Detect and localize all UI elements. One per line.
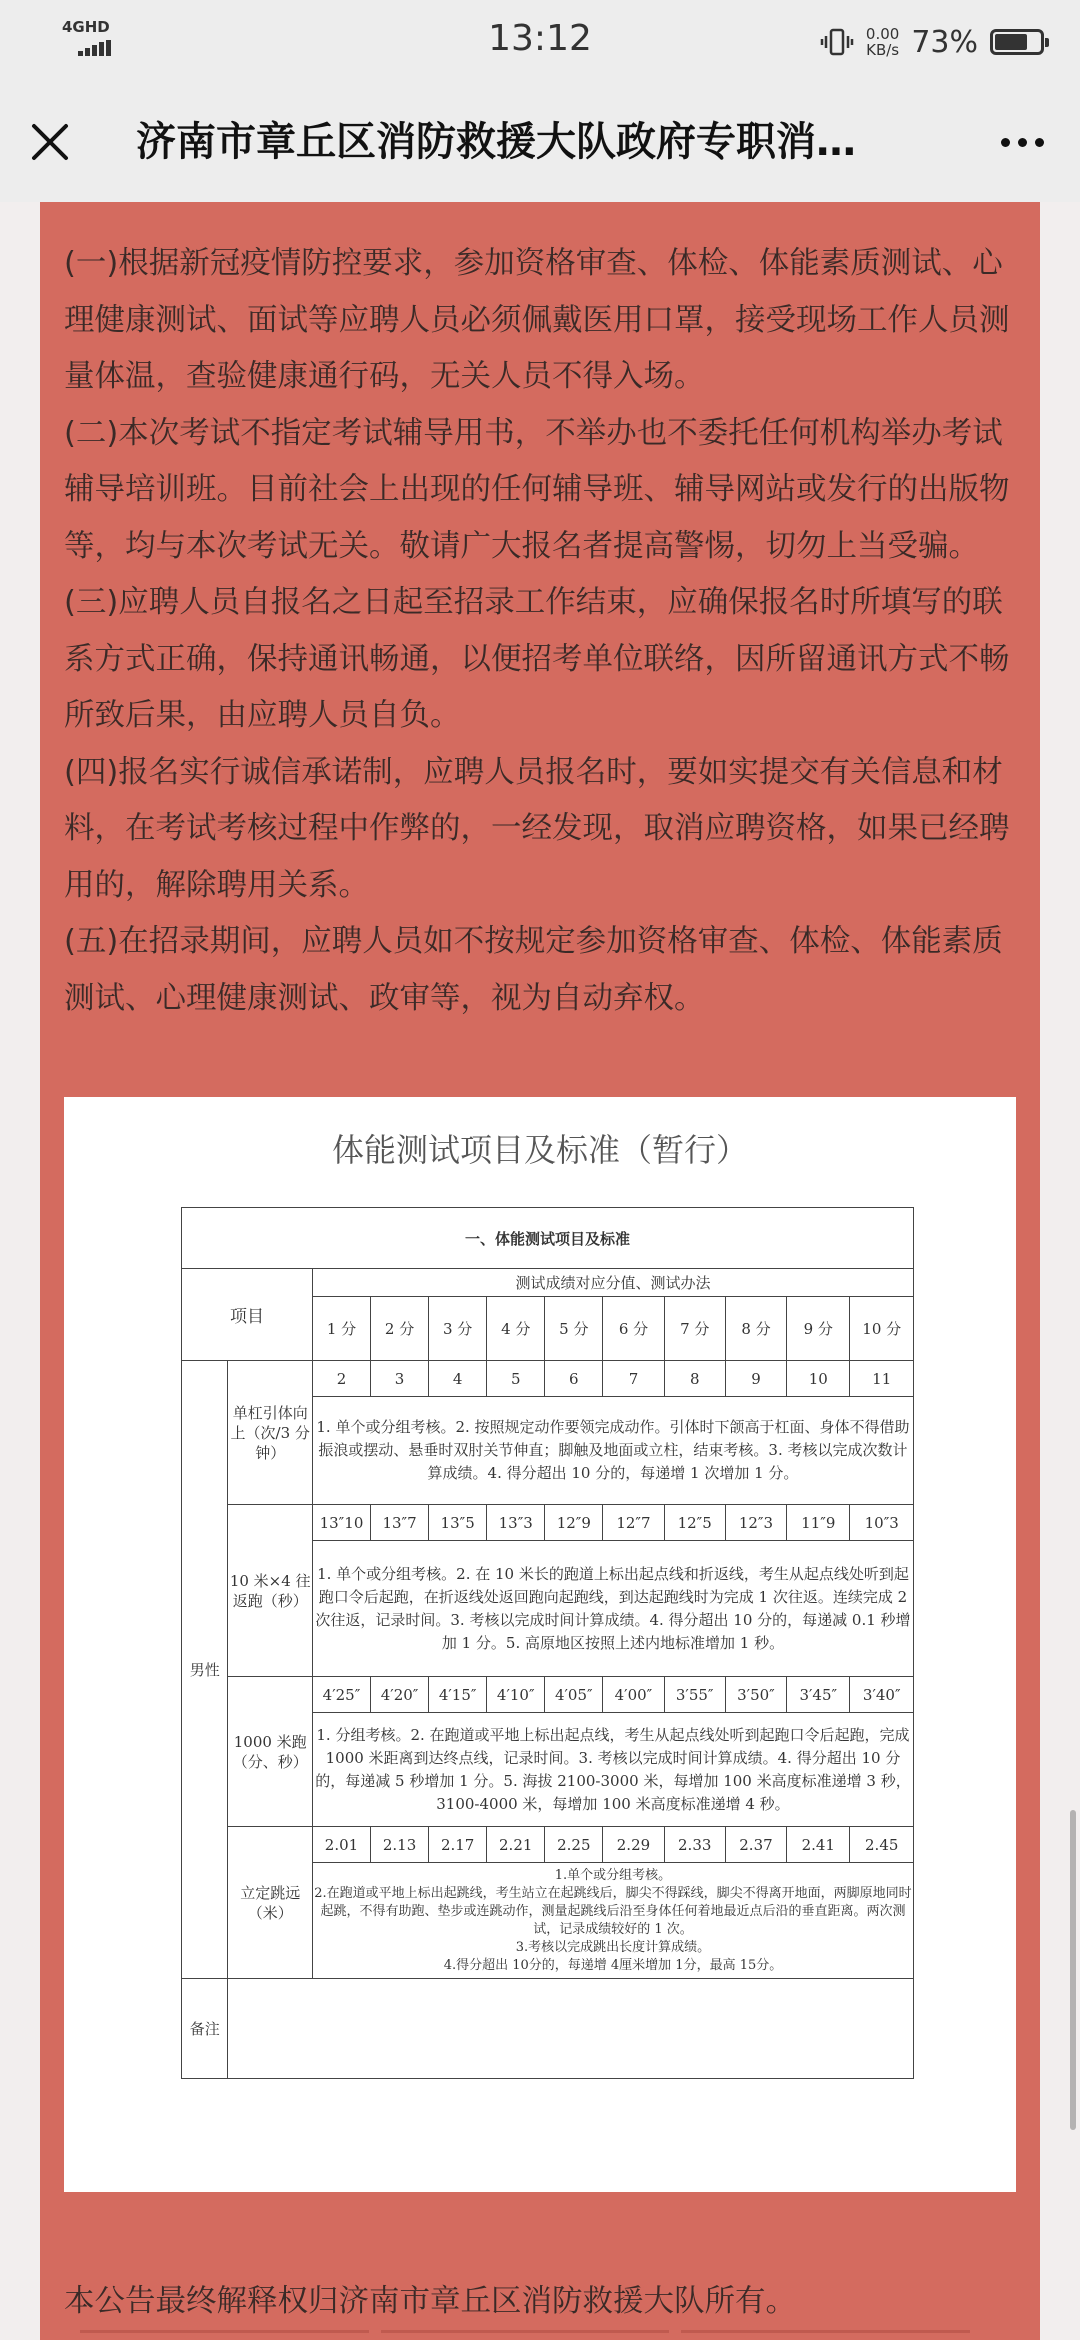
- item-value: 2.29: [603, 1827, 664, 1863]
- item-value: 3: [371, 1361, 429, 1397]
- article-body: [40, 202, 1040, 2340]
- battery-icon: [990, 29, 1044, 55]
- item-value: 11: [850, 1361, 914, 1397]
- item-value: 3′40″: [850, 1677, 914, 1713]
- item-value: 5: [487, 1361, 545, 1397]
- status-bar: [0, 0, 1080, 82]
- item-value: 4′10″: [487, 1677, 545, 1713]
- item-method: 1. 单个或分组考核。2. 按照规定动作要领完成动作。引体时下颌高于杠面、身体不得借助振浪或摆动、悬垂时双肘关节伸直；脚触及地面或立柱，结束考核。3. 考核以完成次数计算成绩。4. 得分超出 10 分的，每递增 1 次增加 1 分。: [312, 1397, 913, 1505]
- item-value: 2.21: [487, 1827, 545, 1863]
- paragraph-4: (四)报名实行诚信承诺制，应聘人员报名时，要如实提交有关信息和材料，在考试考核过程中作弊的，一经发现，取消应聘资格，如果已经聘用的，解除聘用关系。: [64, 754, 1010, 903]
- item-value: 2.37: [725, 1827, 786, 1863]
- item-value: 13″3: [487, 1505, 545, 1541]
- method-line: 1.单个或分组考核。: [554, 1867, 672, 1883]
- header-item: 项目: [182, 1269, 313, 1361]
- item-value: 13″10: [312, 1505, 370, 1541]
- item-name: 立定跳远（米）: [228, 1827, 312, 1979]
- item-value: 11″9: [787, 1505, 850, 1541]
- item-name: 10 米×4 往返跑（秒）: [228, 1505, 312, 1677]
- item-value: 2.33: [664, 1827, 725, 1863]
- score-label: 8 分: [725, 1297, 786, 1361]
- score-label: 5 分: [545, 1297, 603, 1361]
- item-value: 2.41: [787, 1827, 850, 1863]
- score-label: 10 分: [850, 1297, 914, 1361]
- close-icon[interactable]: [22, 114, 78, 170]
- remark-content: [228, 1979, 914, 2079]
- paragraph-1: (一)根据新冠疫情防控要求，参加资格审查、体检、体能素质测试、心理健康测试、面试等应聘人员必须佩戴医用口罩，接受现场工作人员测量体温，查验健康通行码，无关人员不得入场。: [64, 246, 1010, 394]
- paragraph-2: (二)本次考试不指定考试辅导用书，不举办也不委托任何机构举办考试辅导培训班。目前社会上出现的任何辅导班、辅导网站或发行的出版物等，均与本次考试无关。敬请广大报名者提高警惕，切勿上当受骗。: [64, 415, 1010, 564]
- item-value: 4′15″: [429, 1677, 487, 1713]
- item-value: 4′25″: [312, 1677, 370, 1713]
- table-caption: 一、体能测试项目及标准: [182, 1208, 914, 1269]
- item-value: 12″9: [545, 1505, 603, 1541]
- bottom-divider: [80, 2330, 970, 2333]
- more-icon[interactable]: [988, 114, 1056, 170]
- item-method: 1. 分组考核。2. 在跑道或平地上标出起点线，考生从起点线处听到起跑口令后起跑，完成 1000 米距离到达终点线，记录时间。3. 考核以完成时间计算成绩。4. 得分超出 10 分的，每递减 5 秒增加 1 分。5. 海拔 2100-3000 米，每增加 100 米高度标准递增 3 秒，3100-4000 米，每增加 100 米高度标准递增 4 秒。: [312, 1713, 913, 1827]
- figure-title: 体能测试项目及标准（暂行）: [331, 1131, 748, 1169]
- score-label: 2 分: [371, 1297, 429, 1361]
- fitness-standard-image[interactable]: [64, 1097, 1016, 2192]
- item-value: 8: [664, 1361, 725, 1397]
- notice-paragraphs: [64, 236, 1016, 1027]
- method-line: 2.在跑道或平地上标出起跳线，考生站立在起跳线后，脚尖不得踩线，脚尖不得离开地面，两脚原地同时起跳，不得有助跑、垫步或连跳动作，测量起跳线后沿至身体任何着地最近点后沿的垂直距离。两次测试，记录成绩较好的 1 次。: [314, 1885, 912, 1937]
- item-value: 4′20″: [371, 1677, 429, 1713]
- page-title: 济南市章丘区消防救援大队政府专职消…: [136, 119, 856, 165]
- item-value: 2.25: [545, 1827, 603, 1863]
- score-label: 4 分: [487, 1297, 545, 1361]
- header-scores: 测试成绩对应分值、测试办法: [312, 1269, 913, 1297]
- item-method: [312, 1863, 913, 1979]
- item-value: 6: [545, 1361, 603, 1397]
- fitness-standard-table: [181, 1207, 914, 2079]
- method-line: 3.考核以完成跳出长度计算成绩。: [515, 1939, 711, 1955]
- item-value: 4′05″: [545, 1677, 603, 1713]
- item-value: 3′45″: [787, 1677, 850, 1713]
- item-value: 2.45: [850, 1827, 914, 1863]
- item-value: 10″3: [850, 1505, 914, 1541]
- gender-label: 男性: [182, 1361, 228, 1979]
- item-value: 2: [312, 1361, 370, 1397]
- remark-label: 备注: [182, 1979, 228, 2079]
- item-value: 2.17: [429, 1827, 487, 1863]
- battery-percent: 73%: [911, 24, 978, 60]
- item-value: 7: [603, 1361, 664, 1397]
- item-value: 4′00″: [603, 1677, 664, 1713]
- paragraph-3: (三)应聘人员自报名之日起至招录工作结束，应确保报名时所填写的联系方式正确，保持通讯畅通，以便招考单位联络，因所留通讯方式不畅所致后果，由应聘人员自负。: [64, 585, 1010, 733]
- closing-statement: 本公告最终解释权归济南市章丘区消防救援大队所有。: [64, 2284, 796, 2319]
- item-value: 9: [725, 1361, 786, 1397]
- network-speed-value: 0.00: [865, 25, 900, 43]
- score-label: 1 分: [312, 1297, 370, 1361]
- score-label: 7 分: [664, 1297, 725, 1361]
- method-line: 4.得分超出 10分的，每递增 4厘米增加 1分，最高 15分。: [443, 1957, 783, 1973]
- item-value: 10: [787, 1361, 850, 1397]
- item-value: 12″3: [725, 1505, 786, 1541]
- item-value: 12″7: [603, 1505, 664, 1541]
- nav-bar: [0, 82, 1080, 202]
- score-label: 6 分: [603, 1297, 664, 1361]
- item-value: 2.13: [371, 1827, 429, 1863]
- item-method: 1. 单个或分组考核。2. 在 10 米长的跑道上标出起点线和折返线，考生从起点线处听到起跑口令后起跑，在折返线处返回跑向起跑线，到达起跑线时为完成 1 次往返。连续完成 2 次往返，记录时间。3. 考核以完成时间计算成绩。4. 得分超出 10 分的，每递减 0.1 秒增加 1 分。5. 高原地区按照上述内地标准增加 1 秒。: [312, 1541, 913, 1677]
- item-value: 13″5: [429, 1505, 487, 1541]
- status-right: [820, 20, 1044, 64]
- item-name: 1000 米跑（分、秒）: [228, 1677, 312, 1827]
- paragraph-5: (五)在招录期间，应聘人员如不按规定参加资格审查、体检、体能素质测试、心理健康测试、政审等，视为自动弃权。: [64, 924, 1003, 1016]
- item-value: 3′50″: [725, 1677, 786, 1713]
- clock: 13:12: [488, 18, 592, 59]
- item-value: 12″5: [664, 1505, 725, 1541]
- item-value: 13″7: [371, 1505, 429, 1541]
- item-value: 3′55″: [664, 1677, 725, 1713]
- score-label: 9 分: [787, 1297, 850, 1361]
- score-label: 3 分: [429, 1297, 487, 1361]
- vibrate-icon: [820, 27, 854, 57]
- battery-level: [995, 34, 1027, 50]
- scrollbar[interactable]: [1070, 1810, 1076, 2130]
- item-name: 单杠引体向上（次/3 分钟）: [228, 1361, 312, 1505]
- network-speed: [866, 26, 899, 58]
- network-type: 4GHD: [62, 18, 110, 36]
- network-speed-unit: KB/s: [866, 41, 900, 59]
- item-value: 4: [429, 1361, 487, 1397]
- item-value: 2.01: [312, 1827, 370, 1863]
